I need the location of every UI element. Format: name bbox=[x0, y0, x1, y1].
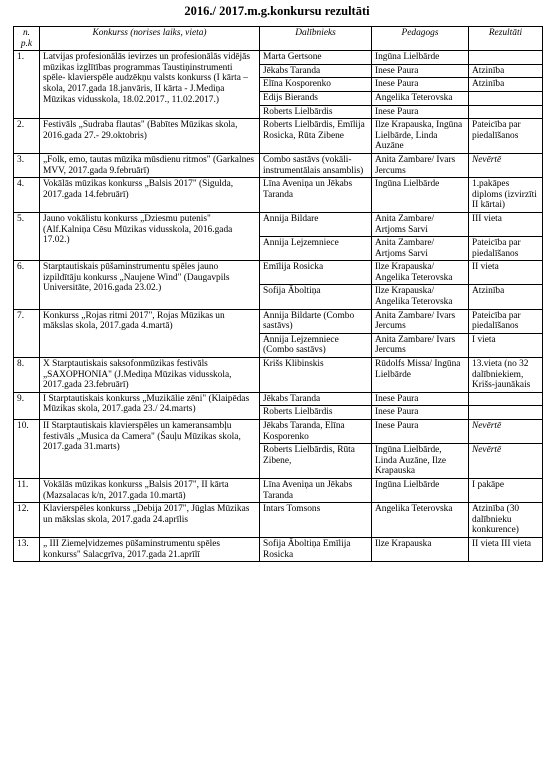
teacher-cell: Inese Paura bbox=[372, 392, 469, 406]
table-row bbox=[14, 537, 543, 561]
participant-cell: Annija Bildarte (Combo sastāvs) bbox=[260, 309, 372, 333]
result-cell: II vieta bbox=[469, 261, 543, 285]
page-title: 2016./ 2017.m.g.konkursu rezultāti bbox=[184, 4, 370, 18]
row-number: 6. bbox=[14, 261, 40, 309]
teacher-cell: Ilze Krapauska/ Angelika Teterovska bbox=[372, 285, 469, 309]
participant-cell: Roberts Lielbārdis bbox=[260, 105, 372, 119]
teacher-cell: Ilze Krapauska bbox=[372, 537, 469, 561]
table-row bbox=[14, 478, 543, 502]
participant-cell: Emīlija Rosicka bbox=[260, 261, 372, 285]
result-cell: Pateicība par piedalīšanos bbox=[469, 119, 543, 154]
table-row bbox=[14, 51, 543, 65]
participant-cell: Annija Lejzemniece (Combo sastāvs) bbox=[260, 333, 372, 357]
header-row bbox=[14, 27, 543, 51]
result-cell: Nevērtē bbox=[469, 153, 543, 177]
participant-cell: Annija Bildare bbox=[260, 212, 372, 236]
teacher-cell: Rūdolfs Missa/ Ingūna Lielbārde bbox=[372, 358, 469, 393]
result-cell: III vieta bbox=[469, 212, 543, 236]
row-number: 13. bbox=[14, 537, 40, 561]
teacher-cell: Anita Zambare/ Ivars Jercums bbox=[372, 333, 469, 357]
table-row bbox=[14, 153, 543, 177]
header-rezultati: Rezultāti bbox=[469, 27, 543, 51]
competition-cell: II Starptautiskais klavierspēles un kameransambļu festivāls „Musica da Camera" (Šauļu Mūzikas skola, 2017.gada 31.marts) bbox=[40, 420, 260, 479]
result-cell: Pateicība par piedalīšanos bbox=[469, 309, 543, 333]
competition-cell: Vokālās mūzikas konkurss „Balsis 2017", II kārta (Mazsalacas k/n, 2017.gada 10.martā) bbox=[40, 478, 260, 502]
table-row bbox=[14, 309, 543, 333]
result-cell bbox=[469, 105, 543, 119]
result-cell: I vieta bbox=[469, 333, 543, 357]
row-number: 4. bbox=[14, 178, 40, 213]
participant-cell: Intars Tomsons bbox=[260, 503, 372, 538]
row-number: 9. bbox=[14, 392, 40, 419]
result-cell bbox=[469, 392, 543, 406]
teacher-cell: Ilze Krapauska/ Angelika Teterovska bbox=[372, 261, 469, 285]
competition-cell: Klavierspēles konkurss „Debija 2017", Jūglas Mūzikas un mākslas skola, 2017.gada 24.aprīlis bbox=[40, 503, 260, 538]
competition-cell: Festivāls „Sudraba flautas" (Babītes Mūzikas skola, 2016.gada 27.- 29.oktobris) bbox=[40, 119, 260, 154]
table-row bbox=[14, 392, 543, 406]
result-cell: 13.vieta (no 32 dalībniekiem, Krišs-jaunākais bbox=[469, 358, 543, 393]
teacher-cell: Inese Paura bbox=[372, 64, 469, 78]
result-cell: Atzinība bbox=[469, 64, 543, 78]
competition-cell: Vokālās mūzikas konkurss „Balsis 2017" (Sigulda, 2017.gada 14.februārī) bbox=[40, 178, 260, 213]
participant-cell: Jēkabs Taranda, Elīna Kosporenko bbox=[260, 420, 372, 444]
results-table bbox=[13, 26, 543, 562]
result-cell: 1.pakāpes diploms (izvirzīti II kārtai) bbox=[469, 178, 543, 213]
participant-cell: Līna Aveniņa un Jēkabs Taranda bbox=[260, 178, 372, 213]
participant-cell: Jēkabs Taranda bbox=[260, 392, 372, 406]
table-row bbox=[14, 420, 543, 444]
result-cell: Atzinība bbox=[469, 285, 543, 309]
header-konkurss: Konkurss (norises laiks, vieta) bbox=[40, 27, 260, 51]
row-number: 10. bbox=[14, 420, 40, 479]
teacher-cell: Anita Zambare/ Artjoms Sarvi bbox=[372, 237, 469, 261]
participant-cell: Elīna Kosporenko bbox=[260, 78, 372, 92]
participant-cell: Roberts Lielbārdis bbox=[260, 406, 372, 420]
result-cell: Nevērtē bbox=[469, 420, 543, 444]
table-row bbox=[14, 212, 543, 236]
result-cell: II vieta III vieta bbox=[469, 537, 543, 561]
header-nr-line1: n. bbox=[22, 28, 31, 38]
participant-cell: Marta Gertsone bbox=[260, 51, 372, 65]
competition-cell: I Starptautiskais konkurss „Muzikālie zēni" (Klaipēdas Mūzikas skola, 2017.gada 23./ 24.marts) bbox=[40, 392, 260, 419]
competition-cell: „Folk, emo, tautas mūzika mūsdienu ritmos" (Garkalnes MVV, 2017.gada 9.februārī) bbox=[40, 153, 260, 177]
table-row bbox=[14, 358, 543, 393]
participant-cell: Jēkabs Taranda bbox=[260, 64, 372, 78]
participant-cell: Sofija Āboltiņa Emīlija Rosicka bbox=[260, 537, 372, 561]
result-cell bbox=[469, 51, 543, 65]
teacher-cell: Inese Paura bbox=[372, 406, 469, 420]
result-cell bbox=[469, 406, 543, 420]
row-number: 7. bbox=[14, 309, 40, 357]
participant-cell: Roberts Lielbārdis, Rūta Zibene, bbox=[260, 444, 372, 479]
participant-cell: Līna Aveniņa un Jēkabs Taranda bbox=[260, 478, 372, 502]
table-row bbox=[14, 261, 543, 285]
table-row bbox=[14, 503, 543, 538]
result-cell bbox=[469, 91, 543, 105]
row-number: 2. bbox=[14, 119, 40, 154]
teacher-cell: Angelika Teterovska bbox=[372, 91, 469, 105]
row-number: 8. bbox=[14, 358, 40, 393]
teacher-cell: Anita Zambare/ Artjoms Sarvi bbox=[372, 212, 469, 236]
teacher-cell: Ingūna Lielbārde, Linda Auzāne, Ilze Krapauska bbox=[372, 444, 469, 479]
result-cell: Atzinība (30 dalībnieku konkurence) bbox=[469, 503, 543, 538]
row-number: 3. bbox=[14, 153, 40, 177]
row-number: 5. bbox=[14, 212, 40, 260]
table-row bbox=[14, 178, 543, 213]
participant-cell: Krišs Klibinskis bbox=[260, 358, 372, 393]
teacher-cell: Angelika Teterovska bbox=[372, 503, 469, 538]
row-number: 1. bbox=[14, 51, 40, 119]
competition-cell: X Starptautiskais saksofonmūzikas festivāls „SAXOPHONIA" (J.Mediņa Mūzikas vidusskola, 2017.gada 23.februārī) bbox=[40, 358, 260, 393]
participant-cell: Edijs Bierands bbox=[260, 91, 372, 105]
participant-cell: Sofija Āboltiņa bbox=[260, 285, 372, 309]
result-cell: I pakāpe bbox=[469, 478, 543, 502]
teacher-cell: Anita Zambare/ Ivars Jercums bbox=[372, 153, 469, 177]
row-number: 12. bbox=[14, 503, 40, 538]
teacher-cell: Inese Paura bbox=[372, 78, 469, 92]
header-dalibnieks: Dalībnieks bbox=[260, 27, 372, 51]
teacher-cell: Inese Paura bbox=[372, 420, 469, 444]
competition-cell: Konkurss „Rojas ritmi 2017", Rojas Mūzikas un mākslas skola, 2017.gada 4.martā) bbox=[40, 309, 260, 357]
header-nr-line2: p.k bbox=[20, 38, 33, 49]
teacher-cell: Ingūna Lielbārde bbox=[372, 51, 469, 65]
competition-cell: Jauno vokālistu konkurss „Dziesmu putenis" (Alf.Kalniņa Cēsu Mūzikas vidusskola, 2016.gada 17.02.) bbox=[40, 212, 260, 260]
header-pedagogs: Pedagogs bbox=[372, 27, 469, 51]
teacher-cell: Anita Zambare/ Ivars Jercums bbox=[372, 309, 469, 333]
competition-cell: Starptautiskais pūšaminstrumentu spēles jauno izpildītāju konkurss „Naujene Wind" (Daugavpils Universitāte, 2016.gada 23.02.) bbox=[40, 261, 260, 309]
teacher-cell: Inese Paura bbox=[372, 105, 469, 119]
competition-cell: Latvijas profesionālās ievirzes un profesionālās vidējās mūzikas izglītības programmas Taustiņinstrumenti spēle- klavierspēle audzēkņu valsts konkurss (I kārta – skola, 2017.gada 18.janvāris, II kārta - J.Mediņa Mūzikas vidusskola, 18.02.2017., 11.02.2017.) bbox=[40, 51, 260, 119]
teacher-cell: Ingūna Lielbārde bbox=[372, 478, 469, 502]
competition-cell: „ III Ziemeļvidzemes pūšaminstrumentu spēles konkurss" Salacgrīva, 2017.gada 21.aprīlī bbox=[40, 537, 260, 561]
teacher-cell: Ilze Krapauska, Ingūna Lielbārde, Linda Auzāne bbox=[372, 119, 469, 154]
teacher-cell: Ingūna Lielbārde bbox=[372, 178, 469, 213]
participant-cell: Combo sastāvs (vokāli-instrumentālais ansamblis) bbox=[260, 153, 372, 177]
participant-cell: Annija Lejzemniece bbox=[260, 237, 372, 261]
result-cell: Pateicība par piedalīšanos bbox=[469, 237, 543, 261]
row-number: 11. bbox=[14, 478, 40, 502]
header-nr bbox=[14, 27, 40, 51]
table-row bbox=[14, 119, 543, 154]
participant-cell: Roberts Lielbārdis, Emīlija Rosicka, Rūta Zibene bbox=[260, 119, 372, 154]
result-cell: Nevērtē bbox=[469, 444, 543, 479]
results-body bbox=[14, 51, 543, 562]
result-cell: Atzinība bbox=[469, 78, 543, 92]
